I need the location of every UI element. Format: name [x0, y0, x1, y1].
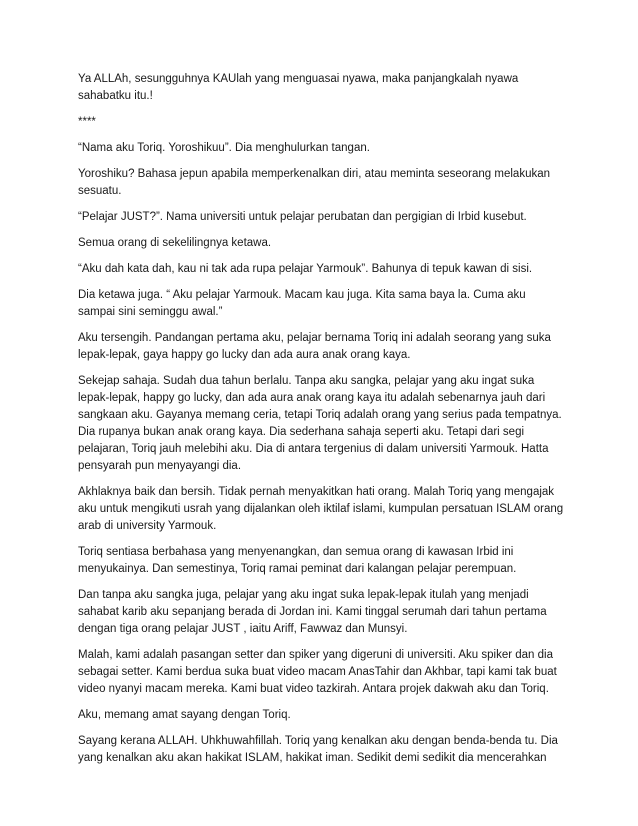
paragraph: Akhlaknya baik dan bersih. Tidak pernah menyakitkan hati orang. Malah Toriq yang mengajak aku untuk mengikuti usrah yang dijalankan oleh iktilaf islami, kumpulan persatuan ISLAM orang arab di university Yarmouk. [78, 486, 564, 532]
paragraph: Sekejap sahaja. Sudah dua tahun berlalu. Tanpa aku sangka, pelajar yang aku ingat suka lepak-lepak, happy go lucky, dan ada aura anak orang kaya itu adalah sebenarnya jauh dari sangkaan aku. Gayanya memang ceria, tetapi Toriq adalah orang yang serius pada tempatnya. Dia rupanya bukan anak orang kaya. Dia sederhana sahaja seperti aku. Tetapi dari segi pelajaran, Toriq jauh melebihi aku. Dia di antara tergenius di dalam universiti Yarmouk. Hatta pensyarah pun menyayangi dia. [78, 375, 562, 472]
paragraph: Sayang kerana ALLAH. Uhkhuwahfillah. Toriq yang kenalkan aku dengan benda-benda tu. Dia yang kenalkan aku akan hakikat ISLAM, hakikat iman. Sedikit demi sedikit dia mencerahkan [78, 735, 558, 764]
paragraph: Yoroshiku? Bahasa jepun apabila memperkenalkan diri, atau meminta seseorang melakukan sesuatu. [78, 168, 550, 197]
paragraph: Aku, memang amat sayang dengan Toriq. [78, 709, 291, 721]
paragraph: Dia ketawa juga. “ Aku pelajar Yarmouk. Macam kau juga. Kita sama baya la. Cuma aku sampai sini seminggu awal.” [78, 289, 526, 318]
paragraph: Dan tanpa aku sangka juga, pelajar yang aku ingat suka lepak-lepak itulah yang menjadi sahabat karib aku sepanjang berada di Jordan ini. Kami tinggal serumah dari tahun pertama dengan tiga orang pelajar JUST , iaitu Ariff, Fawwaz dan Munsyi. [78, 589, 547, 635]
paragraph: “Nama aku Toriq. Yoroshikuu”. Dia menghulurkan tangan. [78, 142, 370, 154]
paragraph: Malah, kami adalah pasangan setter dan spiker yang digeruni di universiti. Aku spiker dan dia sebagai setter. Kami berdua suka buat video macam AnasTahir dan Akhbar, tapi kami tak buat video nyanyi macam mereka. Kami buat video tazkirah. Antara projek dakwah aku dan Toriq. [78, 649, 557, 695]
paragraph: Aku tersengih. Pandangan pertama aku, pelajar bernama Toriq ini adalah seorang yang suka lepak-lepak, gaya happy go lucky dan ada aura anak orang kaya. [78, 332, 551, 361]
document-body [78, 71, 568, 776]
paragraph: “Pelajar JUST?”. Nama universiti untuk pelajar perubatan dan pergigian di Irbid kusebut. [78, 211, 527, 223]
paragraph: Semua orang di sekelilingnya ketawa. [78, 237, 272, 249]
section-separator: **** [78, 116, 96, 128]
paragraph: Toriq sentiasa berbahasa yang menyenangkan, dan semua orang di kawasan Irbid ini menyukainya. Dan semestinya, Toriq ramai peminat dari kalangan pelajar perempuan. [78, 546, 517, 575]
paragraph: “Aku dah kata dah, kau ni tak ada rupa pelajar Yarmouk”. Bahunya di tepuk kawan di sisi. [78, 263, 533, 275]
paragraph: Ya ALLAh, sesungguhnya KAUlah yang menguasai nyawa, maka panjangkalah nyawa sahabatku itu.! [78, 73, 519, 102]
